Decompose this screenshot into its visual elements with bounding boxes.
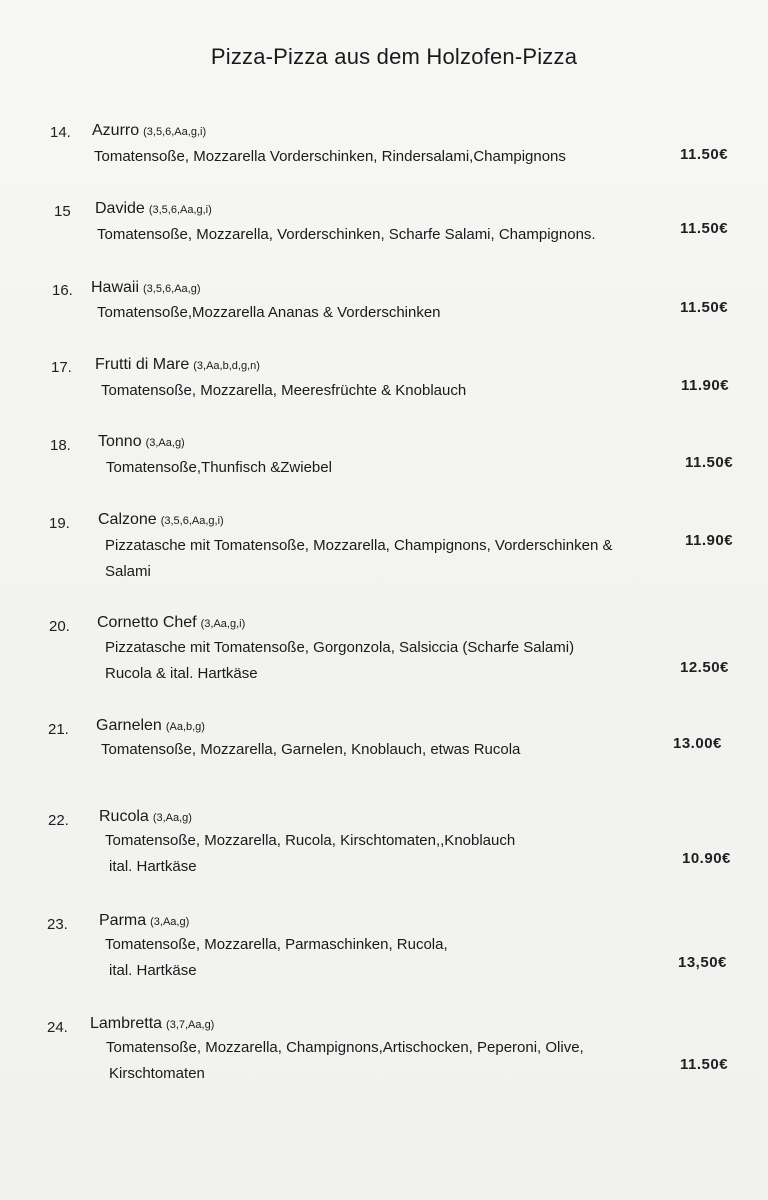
description-line: Tomatensoße, Mozzarella, Rucola, Kirschtomaten,,Knoblauch (105, 832, 516, 849)
description-line: Kirschtomaten (109, 1065, 205, 1082)
item-number: 18. (50, 437, 71, 454)
item-price: 12.50€ (680, 659, 729, 676)
item-name-text: Cornetto Chef (97, 614, 197, 631)
item-number: 15 (54, 203, 71, 220)
item-price: 11.50€ (680, 1056, 729, 1073)
item-description (94, 144, 566, 170)
item-description (105, 828, 515, 880)
allergen-codes: (3,Aa,b,d,g,n) (193, 360, 260, 372)
item-description (97, 300, 441, 326)
item-name (99, 808, 192, 826)
item-name (98, 511, 224, 529)
item-number: 23. (47, 916, 68, 933)
item-name (92, 122, 206, 140)
item-name-text: Hawaii (91, 279, 140, 296)
item-name-text: Davide (95, 200, 145, 217)
description-line: Tomatensoße, Mozzarella Vorderschinken, Rindersalami,Champignons (94, 148, 566, 165)
item-description (106, 455, 332, 481)
allergen-codes: (3,Aa,g,i) (200, 618, 246, 630)
description-line: ital. Hartkäse (109, 962, 197, 979)
description-line: Pizzatasche mit Tomatensoße, Gorgonzola, Salsiccia (Scharfe Salami) (105, 639, 575, 656)
item-price: 11.90€ (681, 377, 730, 394)
allergen-codes: (3,5,6,Aa,g,i) (160, 515, 224, 527)
description-line: Tomatensoße,Mozzarella Ananas & Vorderschinken (97, 304, 441, 321)
description-line: Pizzatasche mit Tomatensoße, Mozzarella, Champignons, Vorderschinken & (105, 537, 613, 554)
description-line: ital. Hartkäse (109, 858, 197, 875)
item-number: 22. (48, 812, 69, 829)
item-name-text: Parma (99, 912, 147, 929)
item-name (98, 433, 185, 451)
item-name-text: Lambretta (90, 1015, 163, 1032)
description-line: Rucola & ital. Hartkäse (105, 665, 258, 682)
item-number: 16. (52, 282, 73, 299)
item-description (105, 533, 612, 585)
description-line: Tomatensoße,Thunfisch &Zwiebel (106, 459, 332, 476)
item-description (97, 222, 596, 248)
item-name (99, 912, 189, 930)
description-line: Tomatensoße, Mozzarella, Meeresfrüchte & Knoblauch (101, 382, 467, 399)
item-price: 10.90€ (682, 850, 731, 867)
item-name-text: Tonno (98, 433, 142, 450)
menu-title: Pizza-Pizza aus dem Holzofen-Pizza (210, 44, 578, 69)
allergen-codes: (3,5,6,Aa,g) (143, 283, 201, 295)
item-price: 11.50€ (685, 454, 734, 471)
item-price: 11.50€ (680, 146, 729, 163)
allergen-codes: (3,Aa,g) (152, 812, 192, 824)
item-number: 21. (48, 721, 69, 738)
item-name (91, 279, 201, 297)
item-description (105, 932, 448, 984)
item-price: 11.50€ (680, 220, 729, 237)
item-number: 14. (50, 124, 71, 141)
description-line: Salami (105, 563, 151, 580)
description-line: Tomatensoße, Mozzarella, Vorderschinken, Scharfe Salami, Champignons. (97, 226, 596, 243)
allergen-codes: (3,Aa,g) (145, 437, 185, 449)
item-description (105, 635, 574, 687)
item-number: 24. (47, 1019, 68, 1036)
item-price: 11.90€ (685, 532, 734, 549)
item-name (97, 614, 245, 632)
description-line: Tomatensoße, Mozzarella, Garnelen, Knoblauch, etwas Rucola (101, 741, 521, 758)
item-description (101, 378, 466, 404)
item-name-text: Calzone (98, 511, 157, 528)
item-name (95, 356, 260, 374)
item-price: 13.00€ (673, 735, 722, 752)
item-number: 20. (49, 618, 70, 635)
item-number: 19. (49, 515, 70, 532)
item-name (95, 200, 212, 218)
item-name (96, 717, 205, 735)
item-price: 13,50€ (678, 954, 727, 971)
allergen-codes: (3,5,6,Aa,g,i) (148, 204, 212, 216)
description-line: Tomatensoße, Mozzarella, Parmaschinken, Rucola, (105, 936, 448, 953)
item-price: 11.50€ (680, 299, 729, 316)
allergen-codes: (3,5,6,Aa,g,i) (143, 126, 207, 138)
description-line: Tomatensoße, Mozzarella, Champignons,Artischocken, Peperoni, Olive, (106, 1039, 584, 1056)
item-name-text: Frutti di Mare (95, 356, 190, 373)
item-name (90, 1015, 214, 1033)
item-description (101, 737, 520, 763)
item-number: 17. (51, 359, 72, 376)
item-name-text: Garnelen (96, 717, 162, 734)
item-name-text: Rucola (99, 808, 149, 825)
allergen-codes: (3,7,Aa,g) (166, 1019, 215, 1031)
item-name-text: Azurro (92, 122, 140, 139)
allergen-codes: (3,Aa,g) (150, 916, 190, 928)
allergen-codes: (Aa,b,g) (165, 721, 205, 733)
item-description (106, 1035, 584, 1087)
